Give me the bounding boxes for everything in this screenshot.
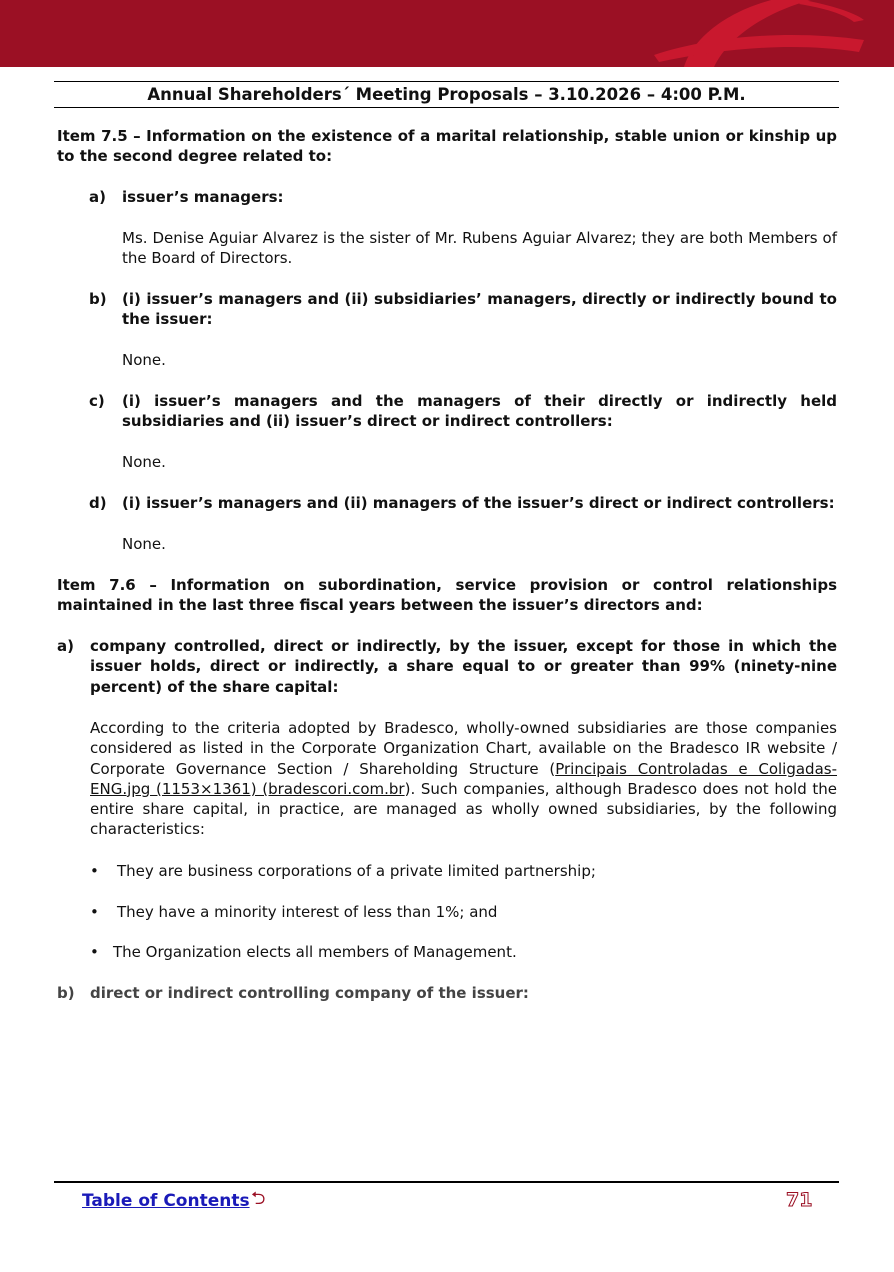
list-item: They are business corporations of a private limited partnership; bbox=[117, 862, 596, 880]
bullet-icon: • bbox=[90, 943, 99, 961]
item-7-5-c-title: (i) issuer’s managers and the managers of their directly or indirectly held subsidiaries and (ii) issuer’s direct or indirect controllers: bbox=[122, 392, 837, 431]
item-7-5-a-title: issuer’s managers: bbox=[122, 188, 284, 206]
list-marker: d) bbox=[89, 494, 107, 512]
item-7-6-heading: Item 7.6 – Information on subordination, service provision or control relationships maintained in the last three fiscal years between the issuer’s directors and: bbox=[57, 576, 837, 615]
list-marker: c) bbox=[89, 392, 105, 410]
page-title: Annual Shareholders´ Meeting Proposals – 3.10.2026 – 4:00 P.M. bbox=[147, 85, 746, 104]
item-7-5-a-body: Ms. Denise Aguiar Alvarez is the sister of Mr. Rubens Aguiar Alvarez; they are both Members of the Board of Directors. bbox=[122, 229, 837, 268]
item-7-6-b-title: direct or indirect controlling company of the issuer: bbox=[90, 984, 529, 1002]
page-number: 71 bbox=[786, 1189, 813, 1211]
return-arrow-icon[interactable]: ⮌ bbox=[251, 1188, 266, 1209]
item-7-5-b-body: None. bbox=[122, 351, 166, 369]
list-marker: b) bbox=[57, 984, 75, 1002]
brand-logo-icon bbox=[654, 0, 894, 67]
body-text: According to the criteria adopted by Bradesco, wholly-owned subsidiaries are those companies considered as listed in the Corporate Organization Chart, available on the Bradesco IR website / Corporate Governance Section / Shareholding Structure ( bbox=[90, 719, 837, 778]
list-item: They have a minority interest of less than 1%; and bbox=[117, 903, 498, 921]
item-7-6-a-body bbox=[90, 718, 837, 840]
bullet-icon: • bbox=[90, 903, 99, 921]
header-rule bbox=[54, 107, 839, 108]
item-7-5-d-body: None. bbox=[122, 535, 166, 553]
bullet-icon: • bbox=[90, 862, 99, 880]
list-marker: b) bbox=[89, 290, 107, 308]
header-rule bbox=[54, 81, 839, 82]
list-item: The Organization elects all members of Management. bbox=[113, 943, 517, 961]
item-7-5-c-body: None. bbox=[122, 453, 166, 471]
top-banner bbox=[0, 0, 894, 67]
item-7-5-b-title: (i) issuer’s managers and (ii) subsidiaries’ managers, directly or indirectly bound to the issuer: bbox=[122, 290, 837, 329]
body-text: ). Such companies, although Bradesco does not hold the entire share capital, in practice, are managed as wholly owned subsidiaries, by the following characteristics: bbox=[90, 779, 837, 839]
list-marker: a) bbox=[89, 188, 106, 206]
item-7-6-a-title: company controlled, direct or indirectly, by the issuer, except for those in which the issuer holds, direct or indirectly, a share equal to or greater than 99% (ninety-nine percent) of the share capital: bbox=[90, 637, 837, 696]
shareholding-chart-link[interactable]: Principais Controladas e Coligadas-ENG.jpg (1153×1361) (bradescori.com.br bbox=[90, 759, 837, 798]
item-7-5-d-title: (i) issuer’s managers and (ii) managers of the issuer’s direct or indirect controllers: bbox=[122, 494, 835, 512]
table-of-contents-link[interactable]: Table of Contents bbox=[82, 1191, 250, 1211]
list-marker: a) bbox=[57, 637, 74, 655]
item-7-5-heading: Item 7.5 – Information on the existence of a marital relationship, stable union or kinship up to the second degree related to: bbox=[57, 127, 837, 166]
footer-rule bbox=[54, 1181, 839, 1183]
